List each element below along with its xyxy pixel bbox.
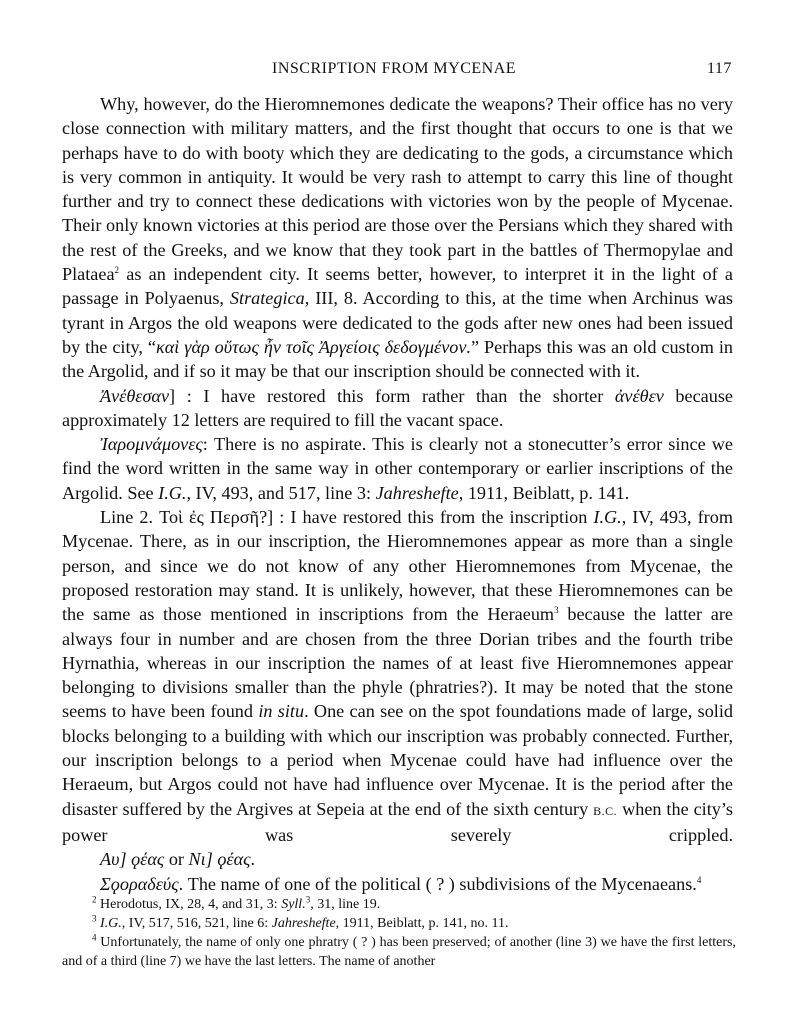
text-run: Line 2.	[100, 507, 160, 528]
citation-title: Jahreshefte	[375, 482, 459, 503]
paragraph-anethesan	[62, 384, 733, 433]
latin-phrase: in situ	[258, 701, 305, 722]
text-run: or	[164, 849, 189, 870]
greek-word: ἀνέθεν	[614, 385, 664, 406]
text-run: Why, however, do the Hieromnemones dedicate the weapons? Their office has no very close connection with military matters, and the first thought that occurs to one is that we perhaps have to do with booty which they are dedicating to the gods, a circumstance which is very common in antiquity. It would be very rash to attempt to carry this line of thought further and try to connect these dedications with victories won by the people of Mycenae. Their only known victories at this period are those over the Persians which they shared with the rest of the Greeks, and we know that they took part in the battles of Thermopylae and Plataea	[62, 94, 733, 285]
text-run: , IV, 493, from Mycenae. There, as in our inscription, the Hieromnemones appear as more than a single person, and since we do not know of any other Hieromnemones from Mycenae, the proposed restoration may stand. It is unlikely, however, that these Hieromnemones can be the same as those mentioned in inscriptions from the Heraeum	[62, 507, 733, 625]
footnote-mark: 3	[92, 913, 97, 924]
greek-lemma: Σϙοραδεύς	[100, 873, 179, 894]
text-run: : There is no aspirate. This is clearly not a stonecutter’s error since we find the word written in the same way in other contemporary or earlier inscriptions of the Argolid. See	[62, 434, 733, 503]
greek-lemma: Ἀνέθεσαν	[100, 385, 170, 406]
page-number: 117	[707, 60, 732, 77]
text-run: ” Perhaps this was an old custom in the Argolid, and if so it may be that our inscription should be connected with it.	[62, 336, 734, 382]
body-text	[62, 92, 733, 896]
footnotes	[62, 895, 736, 971]
text-run: , IV, 493, and 517, line 3:	[186, 482, 376, 503]
paragraph-line-2	[62, 505, 733, 847]
greek-restoration: Νι] ϙέας	[188, 849, 251, 870]
text-run: , IV, 517, 516, 521, line 6:	[121, 916, 272, 931]
footnote-mark: 4	[92, 932, 97, 943]
footnote-ref: 3	[554, 605, 559, 616]
greek-lemma: Τοὶ ἐς Περσῆ	[159, 507, 260, 528]
footnote-2	[62, 895, 736, 914]
citation-title: I.G.	[593, 507, 622, 528]
text-run: as an independent city. It seems better, however, to interpret it in the light of a passage in Polyaenus,	[62, 264, 733, 309]
text-run: because the latter are always four in number and are chosen from the three Dorian tribes and the fourth tribe Hyrnathia, whereas in our inscription the names of at least five Hieromnemones appear belonging to divisions smaller than the phyle (phratries?). It may be noted that the stone seems to have been found	[62, 604, 733, 722]
paragraph-name-restoration	[62, 847, 733, 871]
running-title: INSCRIPTION FROM MYCENAE	[272, 60, 517, 77]
footnote-ref: 4	[696, 874, 702, 885]
greek-lemma: Ἰαρομνάμονες	[100, 434, 203, 455]
text-run: Herodotus, IX, 28, 4, and 31, 3:	[96, 897, 282, 912]
running-header	[0, 60, 801, 84]
edition-mark: 3	[305, 894, 311, 905]
paragraph-iaromnamones	[62, 432, 733, 505]
citation-title: I.G.	[100, 916, 122, 931]
text-run: when the city’s power was severely crippled.	[62, 798, 733, 845]
text-run: . One can see on the spot foundations made of large, solid blocks belonging to a building with which our inscription was probably connected. Further, our inscription belongs to a period when Mycenae could have had influence over the Heraeum, but Argos could not have had influence over Mycenae. It is the period after the disaster suffered by the Argives at Sepeia at the end of the sixth century	[62, 701, 733, 819]
footnote-mark: 2	[92, 894, 97, 905]
text-run: ] : I have restored this form rather than the shorter	[169, 385, 615, 406]
citation-title: Syll.	[281, 897, 306, 912]
footnote-ref: 2	[114, 265, 120, 276]
footnote-4	[62, 933, 736, 971]
text-run: because approximately 12 letters are required to fill the vacant space.	[62, 385, 733, 430]
greek-restoration: Αυ] ϙέας	[100, 849, 165, 870]
paragraph-skoradeus	[62, 872, 733, 896]
small-caps-era: B.C.	[593, 803, 618, 818]
text-run: .	[250, 849, 256, 870]
citation-title: Jahreshefte	[271, 916, 336, 931]
paragraph-dedication	[62, 92, 733, 384]
text-run: , III, 8. According to this, at the time when Archinus was tyrant in Argos the old weapons were dedicated to the gods after new ones had been issued by the city, “	[62, 288, 733, 357]
text-run: ?] : I have restored this from the inscription	[259, 507, 594, 528]
text-run: , 1911, Beiblatt, p. 141, no. 11.	[335, 916, 509, 931]
text-run: , 1911, Beiblatt, p. 141.	[458, 482, 630, 503]
text-run: Unfortunately, the name of only one phratry ( ? ) has been preserved; of another (line 3) we have the first letters, and of a third (line 7) we have the last letters. The name of another	[62, 935, 736, 969]
citation-title: I.G.	[158, 482, 187, 503]
footnote-3	[62, 914, 736, 933]
work-title: Strategica	[229, 288, 305, 309]
text-run: . The name of one of the political ( ? ) subdivisions of the Mycenaeans.	[178, 873, 697, 894]
greek-quotation: καὶ γὰρ οὕτως ἦν τοῖς Ἀργείοις δεδογμένον.	[156, 336, 471, 357]
text-run: , 31, line 19.	[310, 897, 381, 912]
